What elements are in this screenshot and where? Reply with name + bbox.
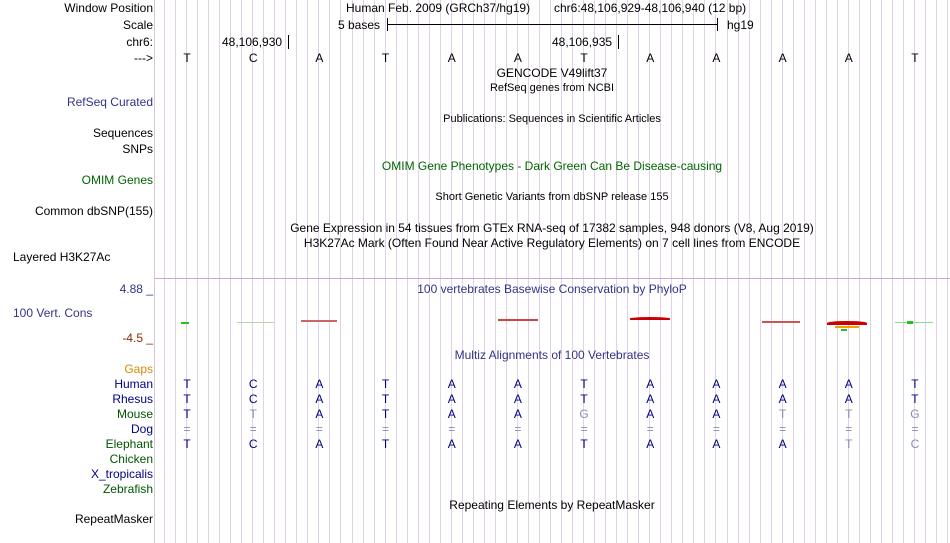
scale-bar-right-tick (717, 18, 718, 31)
grid-line (881, 0, 882, 543)
alignment-base: = (315, 422, 323, 436)
alignment-base: T (183, 392, 191, 406)
species-label[interactable]: Elephant (105, 437, 153, 451)
alignment-base: T (381, 437, 390, 451)
grid-line (340, 0, 341, 543)
h3k27ac-description: H3K27Ac Mark (Often Found Near Active Regulatory Elements) on 7 cell lines from ENCODE (303, 236, 801, 250)
sequence-base: A (513, 51, 522, 65)
alignment-base: = (249, 422, 257, 436)
alignment-base: A (778, 377, 787, 391)
alignment-base: A (447, 392, 456, 406)
alignment-base: T (249, 407, 257, 421)
grid-line (671, 0, 672, 543)
assembly-title: Human Feb. 2009 (GRCh37/hg19) (346, 1, 531, 15)
alignment-base: A (712, 407, 721, 421)
omim-description: OMIM Gene Phenotypes - Dark Green Can Be Disease-causing (381, 159, 723, 173)
alignment-base: A (712, 437, 721, 451)
scale-text: 5 bases (338, 18, 381, 32)
multiz-description: Multiz Alignments of 100 Vertebrates (454, 348, 650, 362)
publications-description: Publications: Sequences in Scientific Articles (443, 113, 661, 125)
species-label[interactable]: Human (114, 377, 153, 391)
alignment-base: T (580, 377, 588, 391)
phylop-description: 100 vertebrates Basewise Conservation by PhyloP (417, 282, 687, 296)
grid-line (462, 0, 463, 543)
grid-line (704, 0, 705, 543)
alignment-base: C (248, 437, 258, 451)
sequence-base: T (381, 51, 390, 65)
alignment-base: A (646, 437, 655, 451)
grid-line (892, 0, 893, 543)
species-label[interactable]: Dog (130, 422, 153, 436)
grid-line (936, 0, 937, 543)
alignment-base: A (513, 377, 522, 391)
gtex-description: Gene Expression in 54 tissues from GTEx RNA-seq of 17382 samples, 948 donors (V8, Aug 2019) (290, 221, 814, 235)
grid-line (947, 0, 948, 543)
grid-line (715, 0, 716, 543)
sequence-base: A (712, 51, 721, 65)
alignment-base: T (911, 392, 919, 406)
grid-line (837, 0, 838, 543)
strand-arrow[interactable]: ---> (134, 51, 153, 65)
alignment-base: = (712, 422, 720, 436)
grid-line (396, 0, 397, 543)
repeatmasker-description: Repeating Elements by RepeatMasker (449, 498, 655, 512)
alignment-base: A (315, 377, 324, 391)
scale-db: hg19 (727, 18, 754, 32)
grid-line (241, 0, 242, 543)
sequence-base: T (580, 51, 588, 65)
grid-line (848, 0, 849, 543)
coord-label-2: 48,106,935 (552, 35, 613, 49)
grid-line (693, 0, 694, 543)
track-label-h3k27ac[interactable]: Layered H3K27Ac (13, 250, 111, 264)
sequence-base: A (447, 51, 456, 65)
grid-line (352, 0, 353, 543)
coord-label-1: 48,106,930 (222, 35, 283, 49)
cons-max-label: 4.88 _ (119, 282, 153, 296)
alignment-base: A (646, 407, 655, 421)
grid-line (649, 0, 650, 543)
alignment-base: C (248, 392, 258, 406)
track-label-snps[interactable]: SNPs (122, 142, 153, 156)
grid-line (804, 0, 805, 543)
grid-line (826, 0, 827, 543)
sequence-base: A (315, 51, 324, 65)
grid-line (363, 0, 364, 543)
alignment-base: A (315, 392, 324, 406)
grid-line (385, 0, 386, 543)
grid-line (374, 0, 375, 543)
alignment-base: C (248, 377, 258, 391)
grid-line (274, 0, 275, 543)
grid-line (484, 0, 485, 543)
grid-line (682, 0, 683, 543)
grid-line (616, 0, 617, 543)
alignment-base: A (712, 392, 721, 406)
sequence-base: T (183, 51, 191, 65)
grid-line (815, 0, 816, 543)
track-label-sequences[interactable]: Sequences (92, 126, 153, 140)
alignment-base: G (579, 407, 589, 421)
grid-line (263, 0, 264, 543)
grid-line (186, 0, 187, 543)
sequence-base: A (778, 51, 787, 65)
alignment-base: T (845, 437, 853, 451)
grid-line (738, 0, 739, 543)
alignment-base: T (381, 392, 390, 406)
grid-line (164, 0, 165, 543)
window-position-label: Window Position (64, 1, 153, 15)
grid-line (627, 0, 628, 543)
grid-line (296, 0, 297, 543)
alignment-base: = (448, 422, 456, 436)
alignment-base: A (712, 377, 721, 391)
alignment-base: T (183, 437, 191, 451)
grid-line (782, 0, 783, 543)
alignment-base: = (845, 422, 853, 436)
alignment-base: C (910, 437, 920, 451)
species-label[interactable]: Zebrafish (102, 482, 153, 496)
grid-line (749, 0, 750, 543)
grid-line (208, 0, 209, 543)
grid-line (285, 0, 286, 543)
alignment-base: T (381, 407, 390, 421)
track-label-dbsnp[interactable]: Common dbSNP(155) (34, 204, 153, 218)
gencode-title[interactable]: GENCODE V49lift37 (496, 66, 608, 80)
alignment-base: A (844, 377, 853, 391)
grid-line (197, 0, 198, 543)
sequence-base: A (646, 51, 655, 65)
alignment-base: = (911, 422, 919, 436)
scale-bar (387, 24, 718, 25)
grid-line (418, 0, 419, 543)
alignment-base: T (183, 377, 191, 391)
alignment-base: = (580, 422, 588, 436)
alignment-base: T (381, 377, 390, 391)
grid-line (727, 0, 728, 543)
cons-graph (155, 298, 950, 338)
sequence-base: C (248, 51, 258, 65)
alignment-base: T (580, 437, 588, 451)
grid-line (925, 0, 926, 543)
scale-label: Scale (122, 18, 153, 32)
grid-line (230, 0, 231, 543)
grid-line (329, 0, 330, 543)
grid-line (407, 0, 408, 543)
sequence-base: T (911, 51, 919, 65)
alignment-base: A (646, 392, 655, 406)
grid-line (175, 0, 176, 543)
grid-line (771, 0, 772, 543)
alignment-base: A (447, 377, 456, 391)
label-separator (154, 0, 155, 543)
alignment-base: T (845, 407, 853, 421)
grid-line (429, 0, 430, 543)
grid-line (859, 0, 860, 543)
grid-line (440, 0, 441, 543)
track-label-omim[interactable]: OMIM Genes (81, 173, 153, 187)
track-label-repeatmasker[interactable]: RepeatMasker (74, 512, 153, 526)
alignment-base: A (513, 437, 522, 451)
alignment-base: = (646, 422, 654, 436)
grid-line (451, 0, 452, 543)
alignment-base: A (844, 392, 853, 406)
alignment-base: T (580, 392, 588, 406)
alignment-base: T (183, 407, 191, 421)
track-label-cons[interactable]: 100 Vert. Cons (13, 306, 93, 320)
grid-line (760, 0, 761, 543)
track-label-refseq[interactable]: RefSeq Curated (66, 95, 153, 109)
alignment-base: = (514, 422, 522, 436)
alignment-base: A (315, 407, 324, 421)
grid-line (903, 0, 904, 543)
species-label[interactable]: X_tropicalis (90, 467, 153, 481)
grid-line (638, 0, 639, 543)
grid-line (307, 0, 308, 543)
coord-tick-2 (618, 35, 619, 49)
species-label[interactable]: Mouse (116, 407, 153, 421)
alignment-base: A (447, 407, 456, 421)
alignment-base: A (646, 377, 655, 391)
coord-tick-1 (288, 35, 289, 49)
alignment-base: A (513, 392, 522, 406)
grid-line (793, 0, 794, 543)
alignment-base: T (911, 377, 919, 391)
cons-min-label: -4.5 _ (122, 331, 153, 345)
alignment-base: T (778, 407, 787, 421)
sequence-base: A (844, 51, 853, 65)
position-title: chr6:48,106,929-48,106,940 (12 bp) (554, 1, 747, 15)
grid-line (473, 0, 474, 543)
alignment-base: = (382, 422, 390, 436)
alignment-base: A (513, 407, 522, 421)
chrom-label: chr6: (126, 35, 153, 49)
alignment-base: A (447, 437, 456, 451)
track-label-gaps[interactable]: Gaps (124, 362, 153, 376)
grid-line (252, 0, 253, 543)
grid-line (660, 0, 661, 543)
alignment-base: A (778, 437, 787, 451)
track-divider (155, 278, 950, 279)
species-label[interactable]: Rhesus (112, 392, 153, 406)
alignment-base: = (779, 422, 787, 436)
grid-line (318, 0, 319, 543)
species-label[interactable]: Chicken (109, 452, 153, 466)
alignment-base: A (315, 437, 324, 451)
dbsnp-description: Short Genetic Variants from dbSNP release 155 (435, 191, 669, 203)
refseq-description: RefSeq genes from NCBI (489, 82, 615, 94)
grid-line (219, 0, 220, 543)
alignment-base: G (910, 407, 920, 421)
grid-line (870, 0, 871, 543)
scale-bar-left-tick (387, 18, 388, 31)
alignment-base: = (183, 422, 191, 436)
alignment-base: A (778, 392, 787, 406)
grid-line (914, 0, 915, 543)
